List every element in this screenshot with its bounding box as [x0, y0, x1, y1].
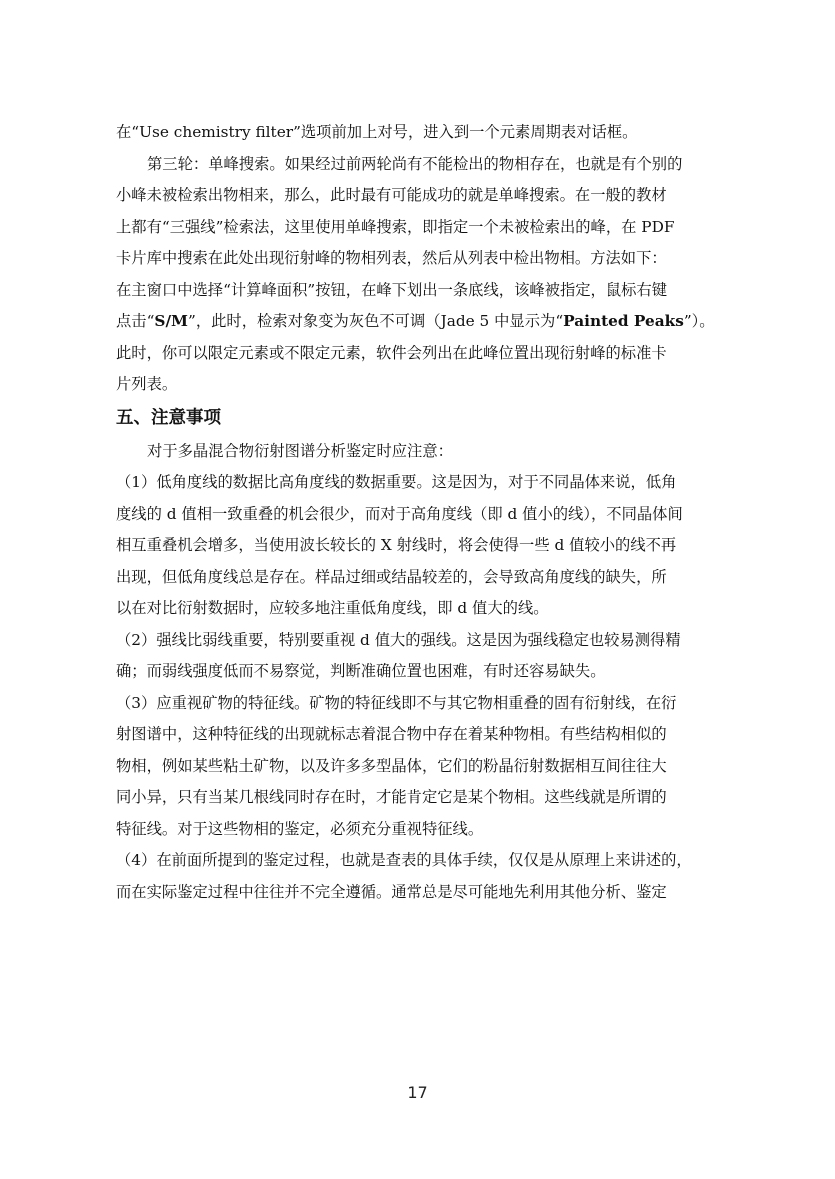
- paragraph-single-peak-search: [116, 149, 722, 401]
- text-line: （4）在前面所提到的鉴定过程，也就是查表的具体手续，仅仅是从原理上来讲述的，: [116, 851, 692, 869]
- paragraph-chemistry-filter: [116, 117, 722, 149]
- bold-term-sm: S/M: [154, 312, 188, 330]
- text-line: 片列表。: [116, 375, 178, 393]
- page-body: [116, 117, 722, 908]
- text-line: 卡片库中搜索在此处出现衍射峰的物相列表，然后从列表中检出物相。方法如下：: [116, 249, 667, 267]
- section-heading: 五、注意事项: [116, 407, 221, 428]
- text-line: 同小异，只有当某几根线同时存在时，才能肯定它是某个物相。这些线就是所谓的: [116, 788, 667, 806]
- text-line: 度线的 d 值相一致重叠的机会很少，而对于高角度线（即 d 值小的线），不同晶体间: [116, 504, 683, 523]
- text-line: [116, 306, 722, 338]
- text-line: 此时，你可以限定元素或不限定元素，软件会列出在此峰位置出现衍射峰的标准卡: [116, 343, 667, 362]
- text-run: ”，此时，检索对象变为灰色不可调（Jade 5 中显示为“: [188, 312, 564, 330]
- text-line: （3）应重视矿物的特征线。矿物的特征线即不与其它物相重叠的固有衍射线，在衍: [116, 693, 677, 712]
- text-line: 以在对比衍射数据时，应较多地注重低角度线，即 d 值大的线。: [116, 599, 549, 617]
- list-item: [116, 467, 722, 625]
- text-line: 特征线。对于这些物相的鉴定，必须充分重视特征线。: [116, 819, 484, 838]
- text-line: 出现，但低角度线总是存在。样品过细或结晶较差的，会导致高角度线的缺失，所: [116, 567, 667, 586]
- text-line: 相互重叠机会增多，当使用波长较长的 X 射线时，将会使得一些 d 值较小的线不再: [116, 536, 677, 554]
- text-line: 上都有“三强线”检索法，这里使用单峰搜索，即指定一个未被检索出的峰，在 PDF: [116, 217, 675, 236]
- bold-term-painted-peaks: Painted Peaks: [563, 312, 684, 330]
- text-run: 点击“: [116, 312, 155, 330]
- text-line: 第三轮：单峰搜索。如果经过前两轮尚有不能检出的物相存在，也就是有个别的: [147, 154, 683, 173]
- text-line: 物相，例如某些粘土矿物，以及许多多型晶体，它们的粉晶衍射数据相互间往往大: [116, 756, 667, 775]
- text-line: （2）强线比弱线重要，特别要重视 d 值大的强线。这是因为强线稳定也较易测得精: [116, 630, 681, 649]
- text-run: ”）。: [683, 312, 715, 330]
- list-item: [116, 625, 722, 688]
- page-number: 17: [407, 1083, 428, 1102]
- text-line: 小峰未被检索出物相来，那么，此时最有可能成功的就是单峰搜索。在一般的教材: [116, 186, 667, 204]
- intro-line: 对于多晶混合物衍射图谱分析鉴定时应注意：: [147, 441, 453, 460]
- text-line: 在主窗口中选择“计算峰面积”按钮，在峰下划出一条底线，该峰被指定，鼠标右键: [116, 280, 668, 299]
- list-item: [116, 688, 722, 846]
- text-line: 确；而弱线强度低而不易察觉，判断准确位置也困难，有时还容易缺失。: [116, 662, 606, 680]
- text-line: 在“Use chemistry filter”选项前加上对号，进入到一个元素周期表对话框。: [116, 123, 638, 141]
- text-line: 射图谱中，这种特征线的出现就标志着混合物中存在着某种物相。有些结构相似的: [116, 725, 667, 743]
- list-item: [116, 845, 722, 908]
- text-line: 而在实际鉴定过程中往往并不完全遵循。通常总是尽可能地先利用其他分析、鉴定: [116, 882, 667, 901]
- text-line: （1）低角度线的数据比高角度线的数据重要。这是因为，对于不同晶体来说，低角: [116, 473, 677, 491]
